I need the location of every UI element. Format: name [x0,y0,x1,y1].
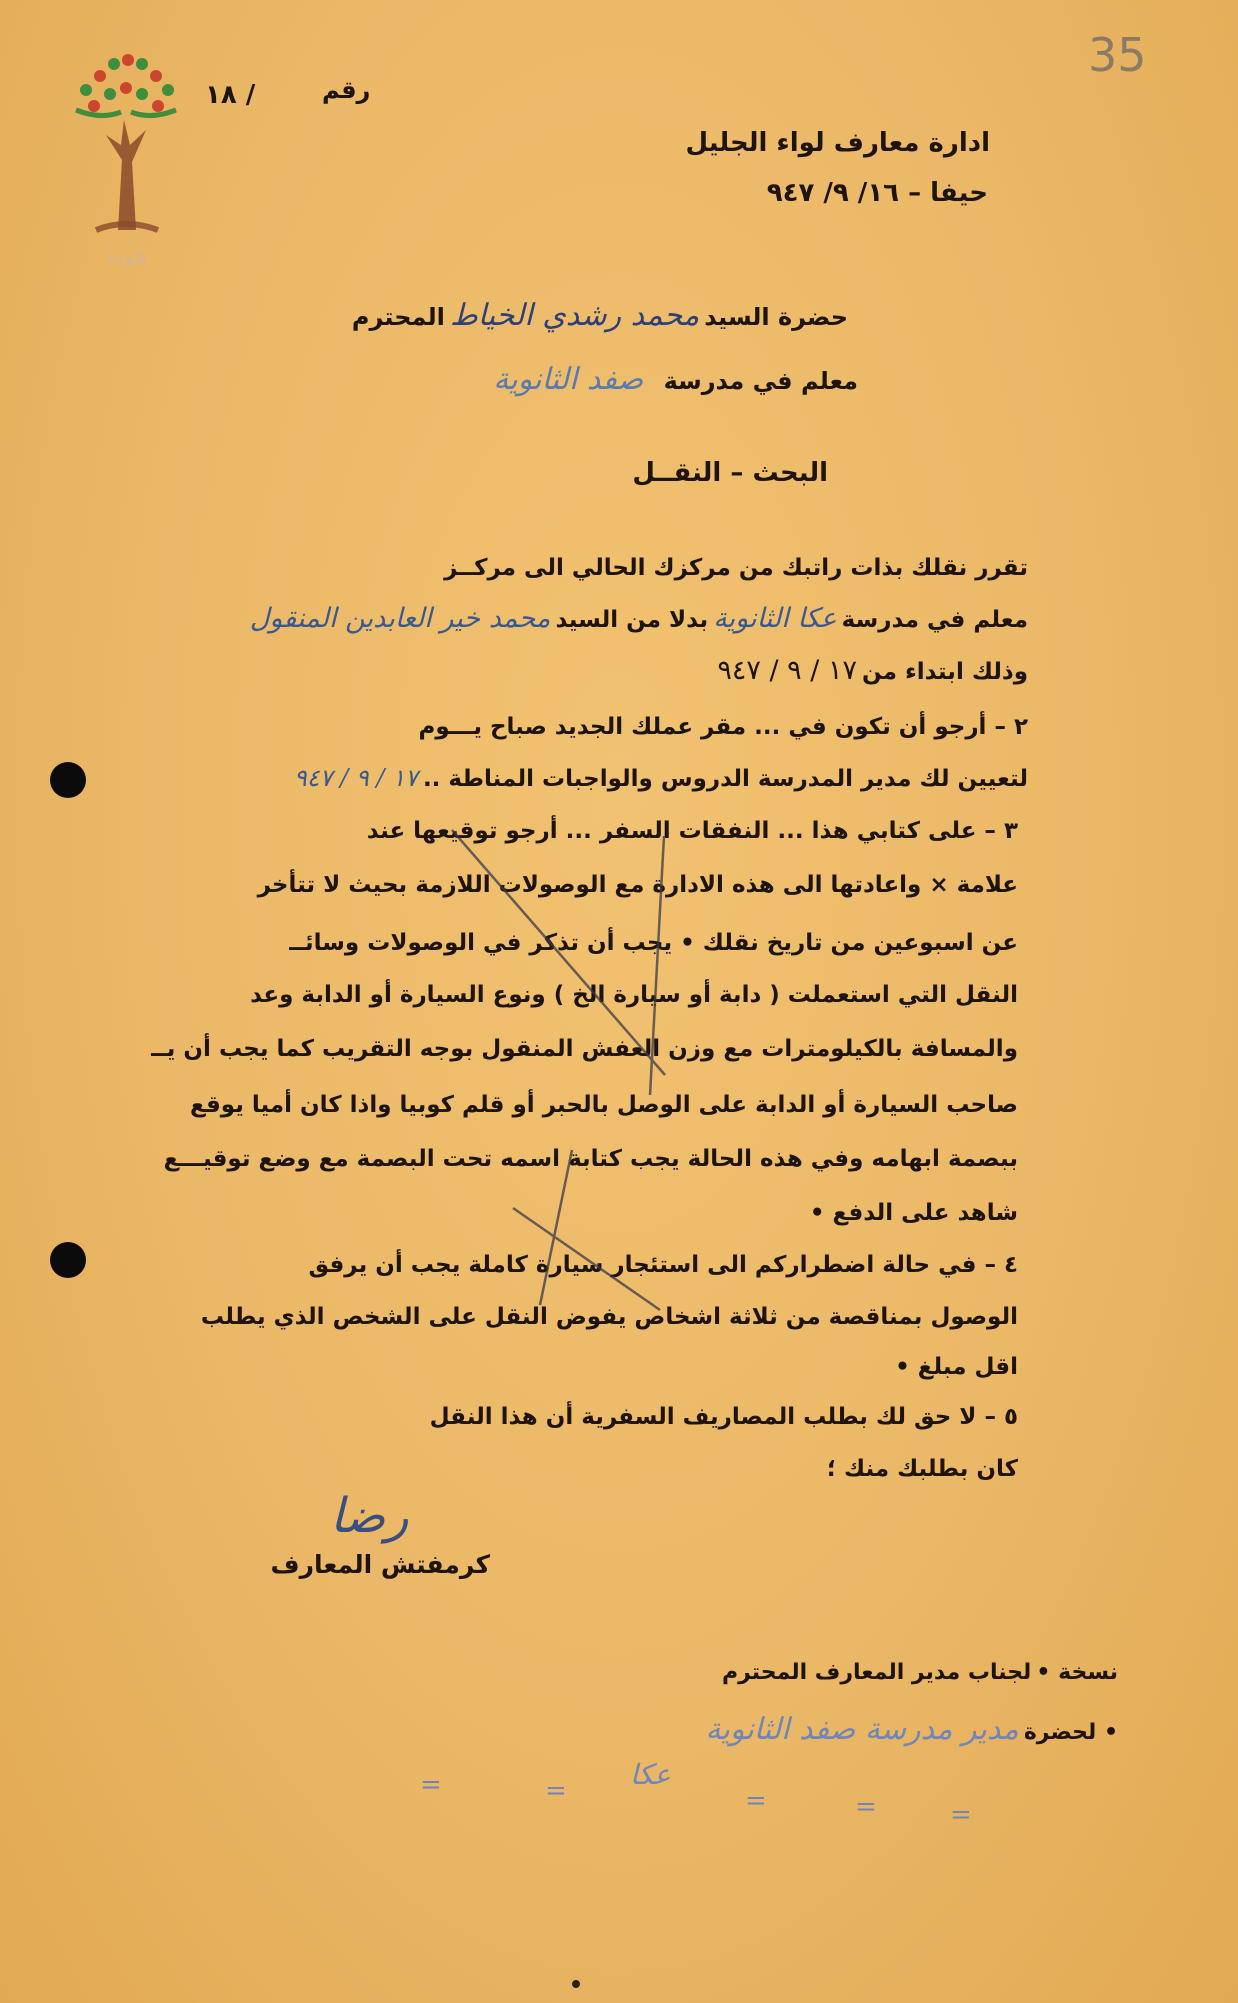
ditto-mark: = [855,1792,877,1822]
ref-label: رقم [322,76,371,104]
body-line: النقل التي استعملت ( دابة أو سيارة الخ ) ونوع السيارة أو الدابة وعد [250,982,1018,1008]
hand-start-date: ١٧ / ٩ / ٩٤٧ [717,655,857,686]
hand-replaced-name: محمد خير العابدين المنقول [249,603,551,634]
body-line: اقل مبلغ • [895,1354,1018,1380]
body-line: تقرر نقلك بذات راتبك من مركزك الحالي الى مركــز [444,555,1028,581]
body-line: كان بطلبك منك ؛ [826,1456,1018,1482]
body-text: معلم في مدرسة [841,607,1028,633]
office-name: ادارة معارف لواء الجليل [685,128,990,158]
body-line: ببصمة ابهامه وفي هذه الحالة يجب كتابة اسمه تحت البصمة مع وضع توقيـــع [163,1146,1018,1172]
hand-school-akka: عكا الثانوية [713,603,837,634]
ditto-mark: = [745,1786,767,1816]
body-line: ٢ – أرجو أن تكون في ... مقر عملك الجديد صباح يـــوم [418,714,1028,740]
addressee-suffix: المحترم [351,303,445,331]
body-line: والمسافة بالكيلومترات مع وزن العفش المنقول بوجه التقريب كما يجب أن يــ [151,1036,1018,1062]
body-line: الوصول بمناقصة من ثلاثة اشخاص يفوض النقل على الشخص الذي يطلب [200,1304,1018,1330]
hand-date: ١٧ / ٩ / ٩٤٧ [293,764,418,792]
copy-recipient-hand: مدير مدرسة صفد الثانوية [705,1712,1019,1747]
body-text: لتعيين لك مدير المدرسة الدروس والواجبات المناطة .. [422,766,1028,792]
ditto-mark: = [950,1800,972,1830]
paper-speck [572,1980,580,1988]
body-line: عن اسبوعين من تاريخ نقلك • يجب أن تذكر في الوصولات وسائــ [289,930,1018,956]
ditto-mark: = [545,1776,567,1806]
addressee-role: معلم في مدرسة [663,367,858,395]
body-line: ٥ – لا حق لك بطلب المصاريف السفرية أن هذا النقل [429,1404,1018,1430]
ref-number: ١٨ / [205,80,256,110]
ditto-mark: = [420,1770,442,1800]
body-line: شاهد على الدفع • [809,1200,1018,1226]
body-text: بدلا من السيد [555,607,709,633]
copy-label: نسخة • [1036,1660,1118,1685]
addressee-name: محمد رشدي الخياط [449,298,700,333]
punch-hole [50,1242,86,1278]
signature-scrawl: رضا [330,1488,409,1544]
place-date: حيفا – ١٦/ ٩/ ٩٤٧ [766,178,988,208]
body-line: صاحب السيارة أو الدابة على الوصل بالحبر أو قلم كوبيا واذا كان أميا يوقع [190,1092,1018,1118]
copy-recipient: لجناب مدير المعارف المحترم [721,1660,1032,1685]
cross-mark-icon [452,830,665,1095]
punch-hole [50,762,86,798]
copy-line-2 [706,1712,1118,1747]
signature-title: كرمفتش المعارف [270,1550,490,1579]
body-line: ٣ – على كتابي هذا ... النفقات السفر ... أرجو توقيعها عند [366,818,1018,844]
copy-recipient-akka: عكا [630,1758,671,1791]
body-text: وذلك ابتداء من [862,659,1028,685]
subject-line: البحث – النقــل [632,458,828,488]
addressee-prefix: حضرة السيد [704,303,848,331]
logo-caption: هوية [105,244,147,269]
body-line: ٤ – في حالة اضطراركم الى استئجار سيارة كاملة يجب أن يرفق [308,1252,1018,1278]
addressee-school: صفد الثانوية [493,362,644,397]
page-number: 35 [1088,28,1147,82]
copy-line-1 [722,1660,1118,1685]
cross-mark-icon [513,1150,660,1310]
copy-recipient-label: • لحضرة [1023,1720,1118,1745]
body-line: علامة × واعادتها الى هذه الادارة مع الوصولات اللازمة بحيث لا تتأخر [257,872,1018,898]
